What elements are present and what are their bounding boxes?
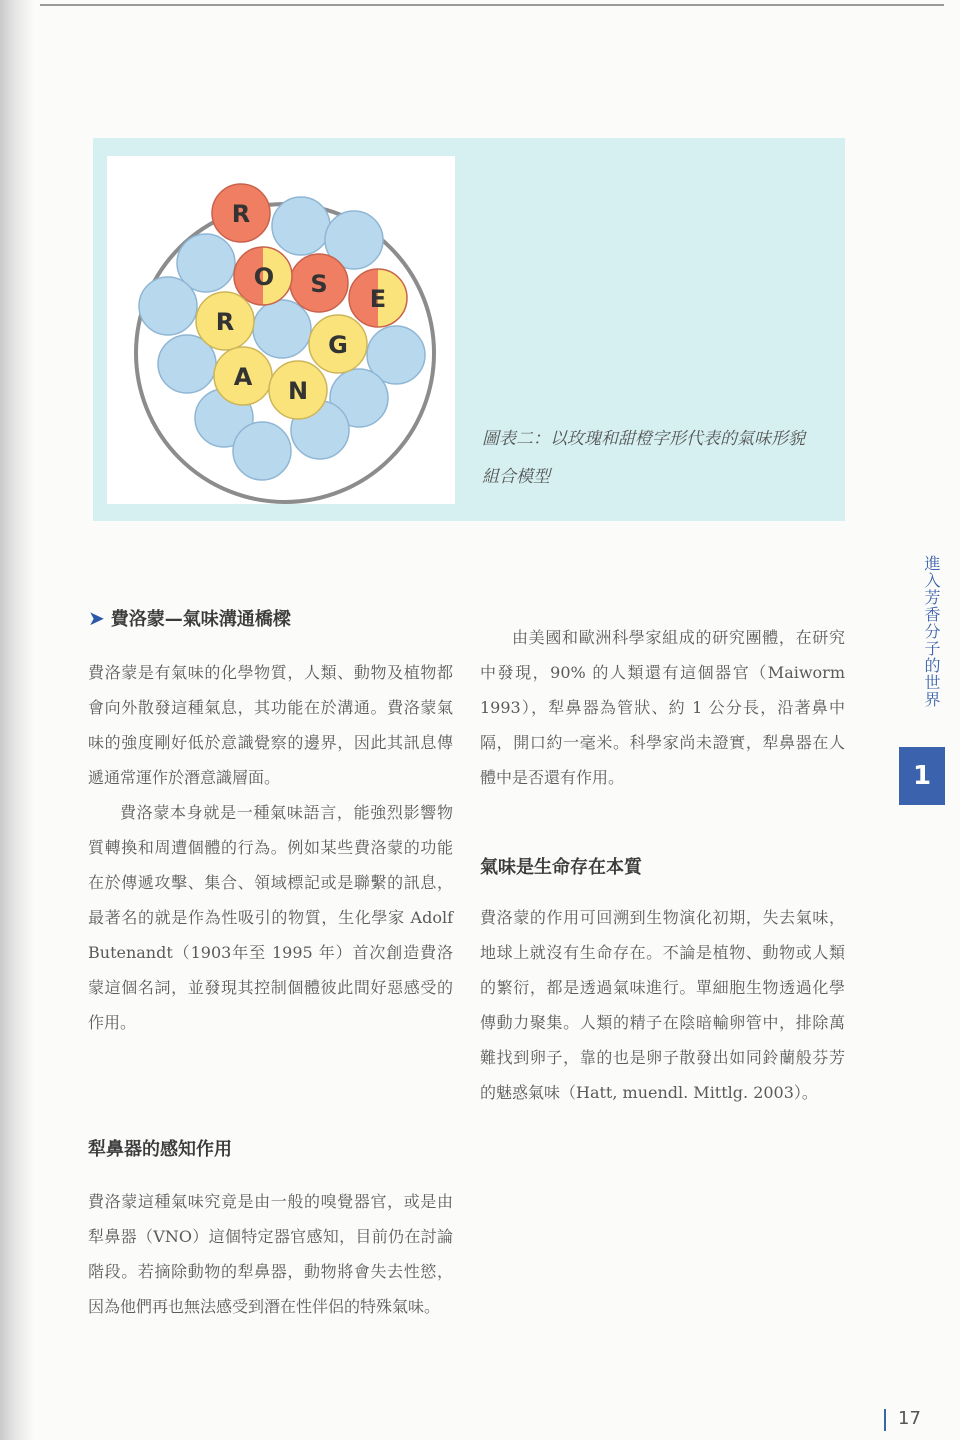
book-spine-shadow [0, 0, 34, 1440]
left-column-block-1 [88, 655, 453, 1040]
blue-circle [233, 422, 291, 480]
caption-line-1: 圖表二：以玫瑰和甜橙字形代表的氣味形貌 [482, 429, 805, 449]
figure-caption [482, 420, 837, 496]
page-number: 17 [898, 1408, 921, 1429]
letter-a: A [233, 363, 253, 391]
rose-orange-circle-diagram [107, 156, 455, 504]
page-number-bar [884, 1409, 886, 1431]
paragraph: 費洛蒙本身就是一種氣味語言，能強烈影響物質轉換和周遭個體的行為。例如某些費洛蒙的功能在於傳遞攻擊、集合、領域標記或是聯繫的訊息，最著名的就是作為性吸引的物質，生化學家 Adolf Butenandt（1903年至 1995 年）首次創造費洛蒙這個名詞，並發現其控制個體彼此間好惡感受的作用。 [88, 803, 453, 1032]
letter-n: N [287, 377, 309, 405]
blue-circle [139, 277, 197, 335]
letter-e: E [369, 285, 387, 313]
caption-line-2: 組合模型 [482, 467, 550, 487]
paragraph: 費洛蒙這種氣味究竟是由一般的嗅覺器官，或是由犁鼻器（VNO）這個特定器官感知，目前仍在討論階段。若摘除動物的犁鼻器，動物將會失去性慾，因為他們再也無法感受到潛在性伴侶的特殊氣味。 [88, 1192, 453, 1316]
right-column-block-2 [480, 900, 845, 1110]
chapter-side-title: 進入芳香分子的世界 [922, 555, 941, 708]
letter-o: O [253, 263, 275, 291]
paragraph: 由美國和歐洲科學家組成的研究團體，在研究中發現，90% 的人類還有這個器官（Maiworm 1993），犁鼻器為管狀、約 1 公分長，沿著鼻中隔，開口約一毫米。科學家尚未證實，犁鼻器在人體中是否還有作用。 [480, 628, 845, 787]
left-column-block-2 [88, 1184, 453, 1324]
letter-g: G [328, 331, 348, 359]
blue-circle [272, 197, 330, 255]
section-heading-vno: 犁鼻器的感知作用 [88, 1139, 232, 1160]
blue-circle [253, 300, 311, 358]
chapter-number-tab: 1 [899, 747, 945, 805]
paragraph: 費洛蒙的作用可回溯到生物演化初期，失去氣味，地球上就沒有生命存在。不論是植物、動物或人類的繁衍，都是透過氣味進行。單細胞生物透過化學傳動力聚集。人類的精子在陰暗輸卵管中，排除萬難找到卵子，靠的也是卵子散發出如同鈴蘭般芬芳的魅惑氣味（Hatt, muendl. Mittlg. 2003）。 [480, 908, 845, 1102]
letter-r-yellow: R [215, 308, 235, 336]
letter-r-red: R [231, 200, 251, 228]
section-heading-pheromone: ➤ 費洛蒙—氣味溝通橋樑 [88, 606, 291, 630]
letter-s: S [310, 270, 328, 298]
right-column-block-1 [480, 620, 845, 795]
paragraph: 費洛蒙是有氣味的化學物質，人類、動物及植物都會向外散發這種氣息，其功能在於溝通。費洛蒙氣味的強度剛好低於意識覺察的邊界，因此其訊息傳遞通常運作於潛意識層面。 [88, 663, 453, 787]
arrow-bullet-icon: ➤ [88, 606, 105, 630]
section-heading-life: 氣味是生命存在本質 [480, 857, 642, 878]
top-rule [40, 4, 944, 6]
